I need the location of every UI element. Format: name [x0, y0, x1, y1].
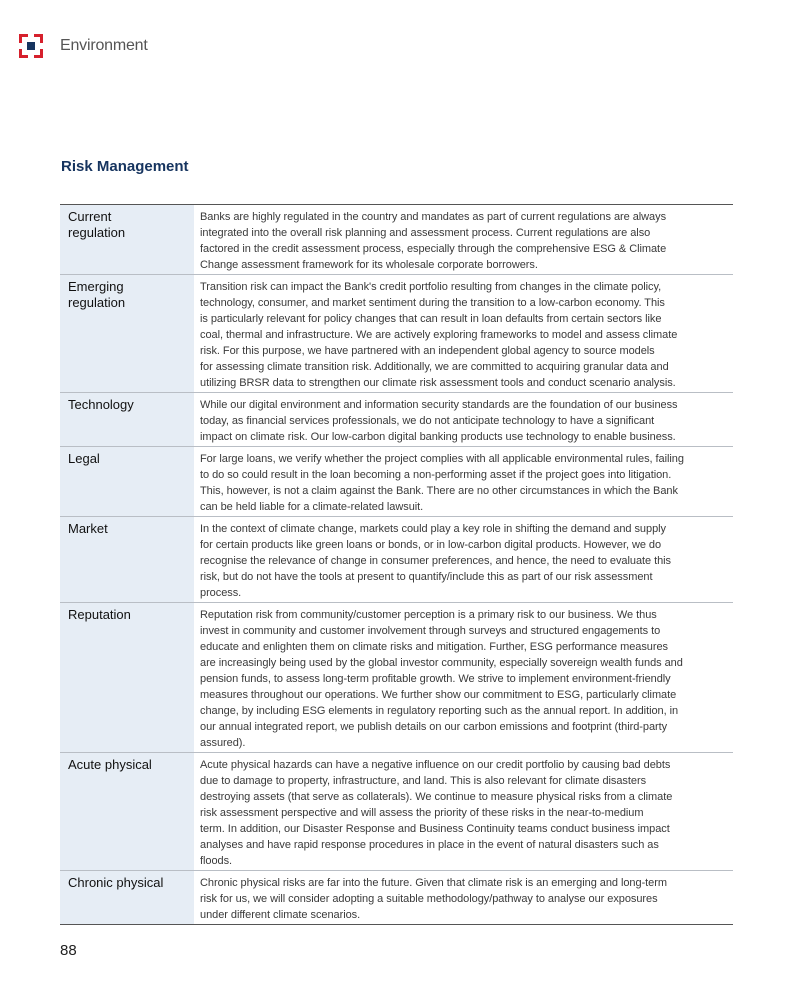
risk-table — [60, 204, 733, 925]
row-label: Market — [60, 517, 194, 603]
row-description: In the context of climate change, markets could play a key role in shifting the demand and supply for certain products like green loans or bonds, or in low-carbon digital products. However, we do recognise the relevance of change in consumer preferences, and hence, the need to evaluate this risk, but do not have the tools at present to quantify/include this as part of our risk assessment process. — [200, 517, 733, 603]
row-description: Reputation risk from community/customer perception is a primary risk to our business. We thus invest in community and customer involvement through surveys and structured engagements to educate and enlighten them on climate risks and mitigation. Further, ESG performance measures are increasingly being used by the global investor community, especially sovereign wealth funds and pension funds, to assess long-term profitable growth. We strive to implement environment-friendly measures throughout our operations. We further show our commitment to ESG, particularly climate change, by including ESG elements in regulatory reporting such as the annual report. In addition, in our annual integrated report, we publish details on our carbon emissions and footprint (third-party assured). — [200, 603, 733, 753]
row-label: Acute physical — [60, 753, 194, 871]
table-row — [60, 753, 733, 871]
table-row — [60, 447, 733, 517]
header-title: Environment — [60, 37, 148, 54]
row-label: Chronic physical — [60, 871, 194, 925]
row-description: Transition risk can impact the Bank's credit portfolio resulting from changes in the climate policy, technology, consumer, and market sentiment during the transition to a low-carbon economy. This is particularly relevant for policy changes that can result in loan defaults from certain sectors like coal, thermal and infrastructure. We are actively exploring frameworks to model and assess climate risk. For this purpose, we have partnered with an independent global agency to source models for assessing climate transition risk. Additionally, we are committed to acquiring granular data and utilizing BRSR data to strengthen our climate risk assessment tools and conduct scenario analysis. — [200, 275, 733, 393]
row-label: Current regulation — [60, 205, 194, 275]
row-label: Technology — [60, 393, 194, 447]
row-description: For large loans, we verify whether the project complies with all applicable environmental rules, failing to do so could result in the loan becoming a non-performing asset if the project goes into litigation. This, however, is not a claim against the Bank. There are no other circumstances in which the Bank can be held liable for a climate-related lawsuit. — [200, 447, 733, 517]
row-description: Chronic physical risks are far into the future. Given that climate risk is an emerging and long-term risk for us, we will consider adopting a suitable methodology/pathway to analyse our exposures under different climate scenarios. — [200, 871, 733, 925]
section-title: Risk Management — [61, 158, 189, 175]
table-row — [60, 871, 733, 925]
row-label: Emerging regulation — [60, 275, 194, 393]
row-label: Legal — [60, 447, 194, 517]
table-row — [60, 205, 733, 275]
row-description: Acute physical hazards can have a negative influence on our credit portfolio by causing bad debts due to damage to property, infrastructure, and land. This is also relevant for climate disasters destroying assets (that serve as collaterals). We continue to measure physical risks from a climate risk assessment perspective and will assess the priority of these risks in the near-to-medium term. In addition, our Disaster Response and Business Continuity teams conduct business impact analyses and have rapid response procedures in place in the event of natural disasters such as floods. — [200, 753, 733, 871]
table-row — [60, 275, 733, 393]
page-header — [19, 34, 148, 58]
page-number: 88 — [60, 942, 77, 959]
row-description: Banks are highly regulated in the country and mandates as part of current regulations are always integrated into the overall risk planning and assessment process. Current regulations are also factored in the credit assessment process, especially through the comprehensive ESG & Climate Change assessment framework for its wholesale corporate borrowers. — [200, 211, 667, 271]
table-row — [60, 603, 733, 753]
row-description: While our digital environment and information security standards are the foundation of our business today, as financial services professionals, we do not anticipate technology to have a significant impact on climate risk. Our low-carbon digital banking products use technology to enable business. — [200, 393, 733, 447]
table-row — [60, 393, 733, 447]
row-label: Reputation — [60, 603, 194, 753]
bank-logo-icon — [19, 34, 43, 58]
table-row — [60, 517, 733, 603]
